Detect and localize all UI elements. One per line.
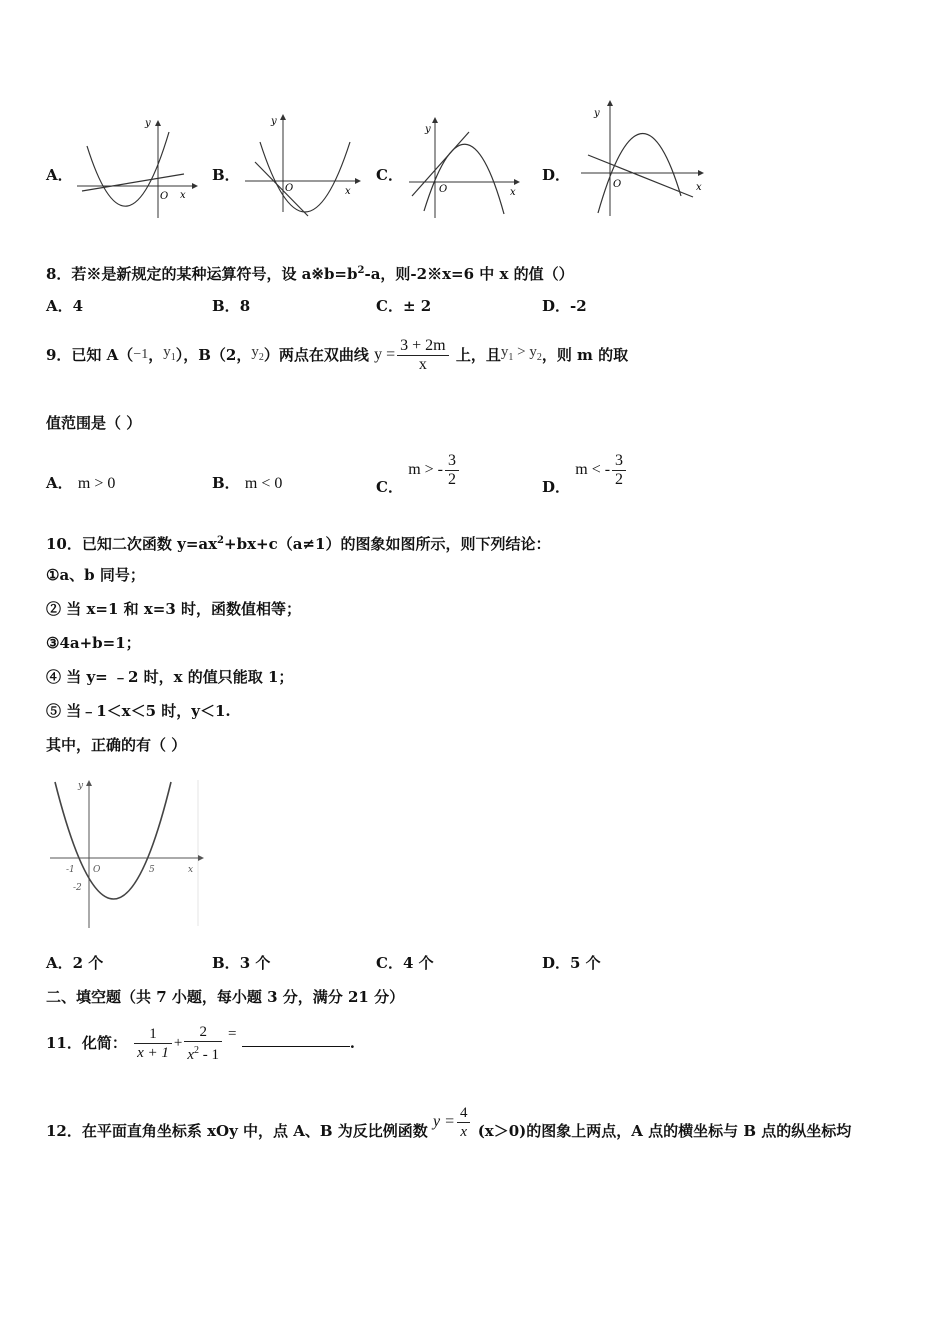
q7-graph-a xyxy=(72,118,202,223)
q11-stem: 11．化简： $\frac{1}{x + 1}$ + $\frac{2}{x^2 - 1}$ = . xyxy=(46,1023,355,1063)
q9-option-b: B． m < 0 xyxy=(212,474,283,492)
q7-option-a-label: A． xyxy=(46,166,73,184)
q10-option-c: C．4 个 xyxy=(376,954,434,972)
q11-fraction-2: $\frac{2}{x^2 - 1}$ xyxy=(184,1023,222,1064)
q10-item-1: ①a、b 同号； xyxy=(46,566,145,584)
q9-hyperbola-fraction: $\frac{3 + 2m}{x}$ xyxy=(397,337,448,374)
q7d-origin-label: O xyxy=(613,179,622,190)
q9-y2: $y_2$ xyxy=(251,344,264,363)
q7-option-c-label: C． xyxy=(376,166,403,184)
q10-item-4: ④ 当 y= ﹣2 时，x 的值只能取 1； xyxy=(46,668,294,686)
q9-option-a: A． m > 0 xyxy=(46,474,116,492)
q7c-y-label: y xyxy=(425,124,431,135)
q7a-origin-label: O xyxy=(160,191,169,202)
section-title-fill-in: 二、填空题（共 7 小题，每小题 3 分，满分 21 分） xyxy=(46,988,405,1006)
q10-item-2: ② 当 x=1 和 x=3 时，函数值相等； xyxy=(46,600,302,618)
q7b-x-label: x xyxy=(345,186,351,197)
q10-option-d: D．5 个 xyxy=(542,954,601,972)
q12-fraction: $\frac{4}{x}$ xyxy=(457,1104,471,1141)
q8-stem: 8．若※是新规定的某种运算符号，设 $a※b=b^2-a$，则-2※x=6 中 x 的值（） xyxy=(46,265,574,283)
q10-x-label: x xyxy=(188,865,194,875)
q8-option-c: C．± 2 xyxy=(376,297,432,315)
q9-stem-line2: 值范围是（ ） xyxy=(46,414,142,432)
q8-option-b: B．8 xyxy=(212,297,251,315)
q7-graph-b xyxy=(240,112,365,222)
q10-y-label: y xyxy=(78,781,84,791)
q10-five-label: 5 xyxy=(149,865,155,875)
q10-minus1-label: -1 xyxy=(66,865,75,875)
q12-stem: 12．在平面直角坐标系 xOy 中，点 A、B 为反比例函数 y = $\frac{4}{x}$ (x＞0)的图象上两点，A 点的横坐标与 B 点的纵坐标均 xyxy=(46,1104,852,1140)
q10-question: 其中，正确的有（ ） xyxy=(46,736,187,754)
q7b-origin-label: O xyxy=(285,183,294,194)
q7a-x-label: x xyxy=(180,190,186,201)
q9-stem: 9．已知 A（−1，$y_1$），B（2，$y_2$）两点在双曲线 y = $\frac{3 + 2m}{x}$ 上，且$y_1 > y_2$，则 m 的取 xyxy=(46,336,629,373)
q10-item-3: ③4a+b=1； xyxy=(46,634,141,652)
q10-option-b: B．3 个 xyxy=(212,954,271,972)
q7-option-b-label: B． xyxy=(212,166,240,184)
q8-option-a: A．4 xyxy=(46,297,84,315)
q9-option-d: D． m < - $\frac{3}{2}$ xyxy=(542,448,628,508)
q7a-y-label: y xyxy=(145,118,151,129)
q7c-x-label: x xyxy=(510,187,516,198)
q9-y1: $y_1$ xyxy=(163,344,176,363)
q7c-origin-label: O xyxy=(439,184,448,195)
q7d-x-label: x xyxy=(696,182,702,193)
q7d-y-label: y xyxy=(594,108,600,119)
q10-minus2-label: -2 xyxy=(73,883,82,893)
q7-option-d-label: D． xyxy=(542,166,571,184)
q10-stem: 10．已知二次函数 $y=ax^2+bx+c(a\ne 1)$的图象如图所示，则下列结论： xyxy=(46,535,551,553)
q7b-y-label: y xyxy=(271,116,277,127)
q11-fraction-1: $\frac{1}{x + 1}$ xyxy=(134,1025,172,1062)
q8-option-d: D．-2 xyxy=(542,297,587,315)
q10-item-5: ⑤ 当﹣1＜x＜5 时，y＜1. xyxy=(46,702,231,720)
q7-graph-c xyxy=(404,116,529,226)
q10-option-a: A．2 个 xyxy=(46,954,104,972)
q10-origin-label: O xyxy=(93,865,101,875)
q9-option-c: C． m > - $\frac{3}{2}$ xyxy=(376,448,461,508)
q10-parabola-graph xyxy=(46,776,206,936)
q11-answer-blank xyxy=(242,1032,350,1047)
q7-graph-d xyxy=(576,98,711,223)
